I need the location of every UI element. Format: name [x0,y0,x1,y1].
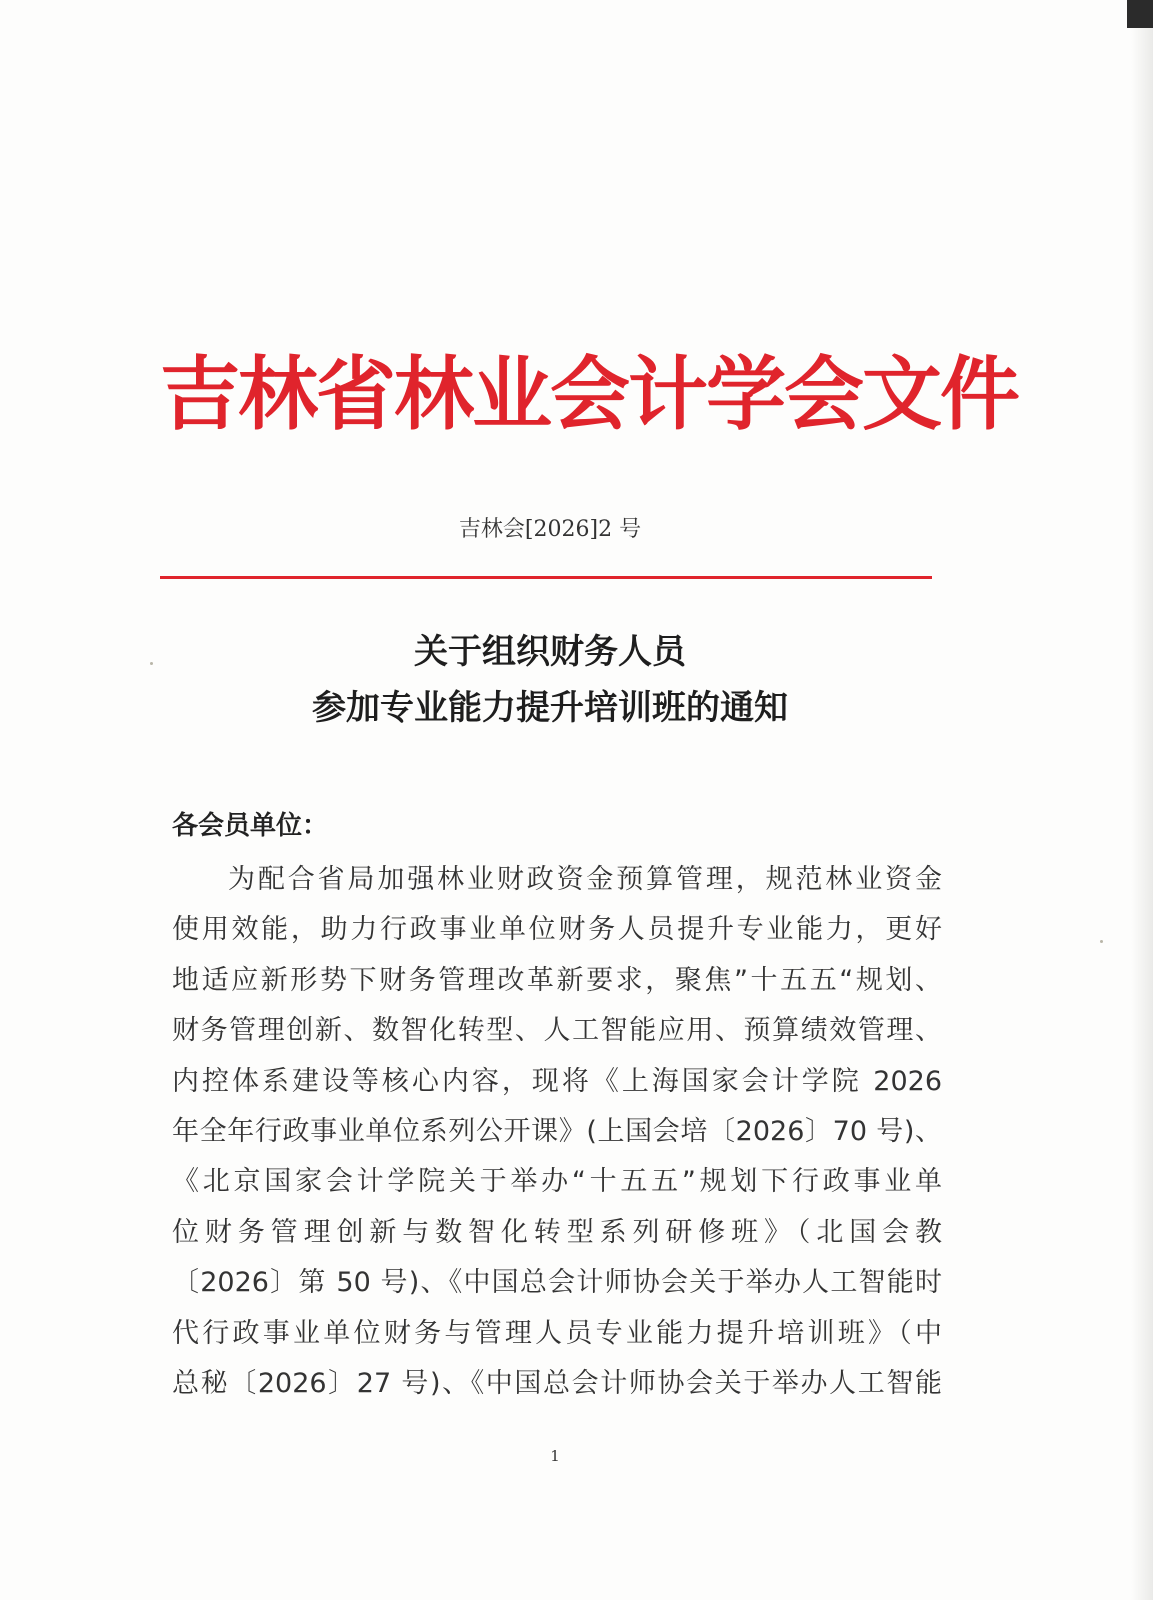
notice-title [160,624,940,736]
body-line: 年全年行政事业单位系列公开课》(上国会培〔2026〕70 号)、 [172,1115,942,1147]
red-divider-line [160,576,932,579]
notice-title-line-1: 关于组织财务人员 [414,632,686,672]
body-line: 内控体系建设等核心内容，现将《上海国家会计学院 2026 [172,1065,942,1097]
scan-speck [150,662,153,665]
salutation: 各会员单位： [172,811,329,841]
page-number: 1 [550,1447,560,1465]
body-line: 代行政事业单位财务与管理人员专业能力提升培训班》（中 [172,1317,942,1349]
notice-title-line-2: 参加专业能力提升培训班的通知 [312,688,788,728]
body-line: 《北京国家会计学院关于举办“十五五”规划下行政事业单 [172,1166,942,1198]
scan-speck [1100,940,1103,943]
body-line: 使用效能，助力行政事业单位财务人员提升专业能力，更好 [172,914,942,946]
body-line: 总秘〔2026〕27 号)、《中国总会计师协会关于举办人工智能 [172,1367,942,1399]
scan-edge-mark [1127,0,1153,28]
body-line: 地适应新形势下财务管理改革新要求，聚焦”十五五“规划、 [172,964,942,996]
document-number: 吉林会[2026]2 号 [458,517,642,542]
body-line: 〔2026〕第 50 号)、《中国总会计师协会关于举办人工智能时 [172,1267,942,1299]
org-header-title: 吉林省林业会计学会文件 [160,348,1018,441]
scan-edge-shadow [1131,0,1153,1600]
body-line: 位财务管理创新与数智化转型系列研修班》（北国会教 [172,1216,942,1248]
body-text [172,855,942,1409]
body-line: 财务管理创新、数智化转型、人工智能应用、预算绩效管理、 [172,1015,942,1047]
body-line: 为配合省局加强林业财政资金预算管理，规范林业资金 [228,864,942,895]
